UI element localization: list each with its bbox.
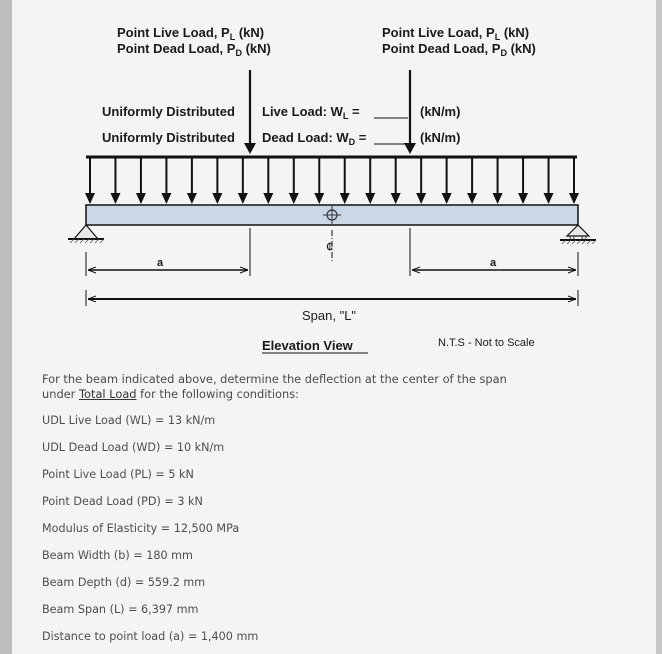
left-live-load-text: Point Live Load, $P_L$ (kN) bbox=[117, 25, 265, 42]
condition-udl-live: UDL Live Load (WL) = 13 kN/m bbox=[42, 414, 216, 427]
condition-beam-span: Beam Span (L) = 6,397 mm bbox=[42, 603, 199, 616]
problem-statement bbox=[42, 372, 522, 402]
problem-line-2: under Total Load for the following conditions: bbox=[42, 387, 300, 401]
right-point-load-label bbox=[382, 25, 536, 58]
condition-point-live: Point Live Load (PL) = 5 kN bbox=[42, 468, 194, 481]
udl-dead-text-b: Dead Load: $W_D$ = bbox=[262, 130, 367, 147]
udl-dead-text-a: Uniformly Distributed bbox=[102, 130, 235, 145]
problem-line-1: For the beam indicated above, determine the deflection at the center of the span bbox=[42, 372, 507, 386]
condition-beam-depth: Beam Depth (d) = 559.2 mm bbox=[42, 576, 206, 589]
udl-arrow-head bbox=[442, 193, 452, 204]
worksheet bbox=[12, 0, 656, 654]
udl-dead-unit: (kN/m) bbox=[420, 130, 461, 145]
udl-arrow-head bbox=[161, 193, 171, 204]
left-pin-support-icon bbox=[68, 225, 104, 243]
condition-beam-width: Beam Width (b) = 180 mm bbox=[42, 549, 193, 562]
condition-udl-dead: UDL Dead Load (WD) = 10 kN/m bbox=[42, 441, 225, 454]
udl-arrow-head bbox=[518, 193, 528, 204]
span-label: Span, "L" bbox=[302, 308, 357, 323]
left-dead-load-text: Point Dead Load, $P_D$ (kN) bbox=[117, 41, 271, 58]
scale-note: N.T.S - Not to Scale bbox=[438, 337, 535, 349]
udl-arrow-head bbox=[569, 193, 579, 204]
right-live-load-text: Point Live Load, $P_L$ (kN) bbox=[382, 25, 530, 42]
udl-arrow-head bbox=[212, 193, 222, 204]
total-load-emphasis: Total Load bbox=[78, 387, 137, 401]
left-background-strip bbox=[0, 0, 12, 654]
beam-elevation-diagram bbox=[12, 0, 656, 365]
udl-arrow-head bbox=[340, 193, 350, 204]
udl-arrow-head bbox=[289, 193, 299, 204]
udl-live-text-b: Live Load: $W_L$ = bbox=[262, 104, 360, 121]
left-point-load-arrowhead bbox=[244, 143, 256, 154]
dim-a-left-label: a bbox=[157, 257, 164, 269]
udl-arrows bbox=[85, 157, 579, 204]
udl-live-unit: (kN/m) bbox=[420, 104, 461, 119]
udl-arrow-head bbox=[314, 193, 324, 204]
udl-arrow-head bbox=[187, 193, 197, 204]
elevation-view-title: Elevation View bbox=[262, 338, 353, 353]
udl-arrow-head bbox=[544, 193, 554, 204]
udl-labels bbox=[102, 104, 460, 147]
right-background-strip bbox=[656, 0, 662, 654]
condition-point-distance: Distance to point load (a) = 1,400 mm bbox=[42, 630, 259, 643]
udl-arrow-head bbox=[467, 193, 477, 204]
right-dead-load-text: Point Dead Load, $P_D$ (kN) bbox=[382, 41, 536, 58]
right-point-load-arrowhead bbox=[404, 143, 416, 154]
dim-a-right-label: a bbox=[490, 257, 497, 269]
udl-live-text-a: Uniformly Distributed bbox=[102, 104, 235, 119]
udl-arrow-head bbox=[391, 193, 401, 204]
left-point-load-label bbox=[117, 25, 271, 58]
udl-arrow-head bbox=[85, 193, 95, 204]
udl-arrow-head bbox=[136, 193, 146, 204]
condition-point-dead: Point Dead Load (PD) = 3 kN bbox=[42, 495, 203, 508]
udl-arrow-head bbox=[493, 193, 503, 204]
udl-arrow-head bbox=[263, 193, 273, 204]
centerline-symbol: ¢ bbox=[326, 239, 334, 254]
condition-modulus: Modulus of Elasticity = 12,500 MPa bbox=[42, 522, 240, 535]
udl-arrow-head bbox=[416, 193, 426, 204]
right-roller-support-icon bbox=[560, 225, 596, 244]
udl-arrow-head bbox=[238, 193, 248, 204]
udl-arrow-head bbox=[110, 193, 120, 204]
udl-arrow-head bbox=[365, 193, 375, 204]
